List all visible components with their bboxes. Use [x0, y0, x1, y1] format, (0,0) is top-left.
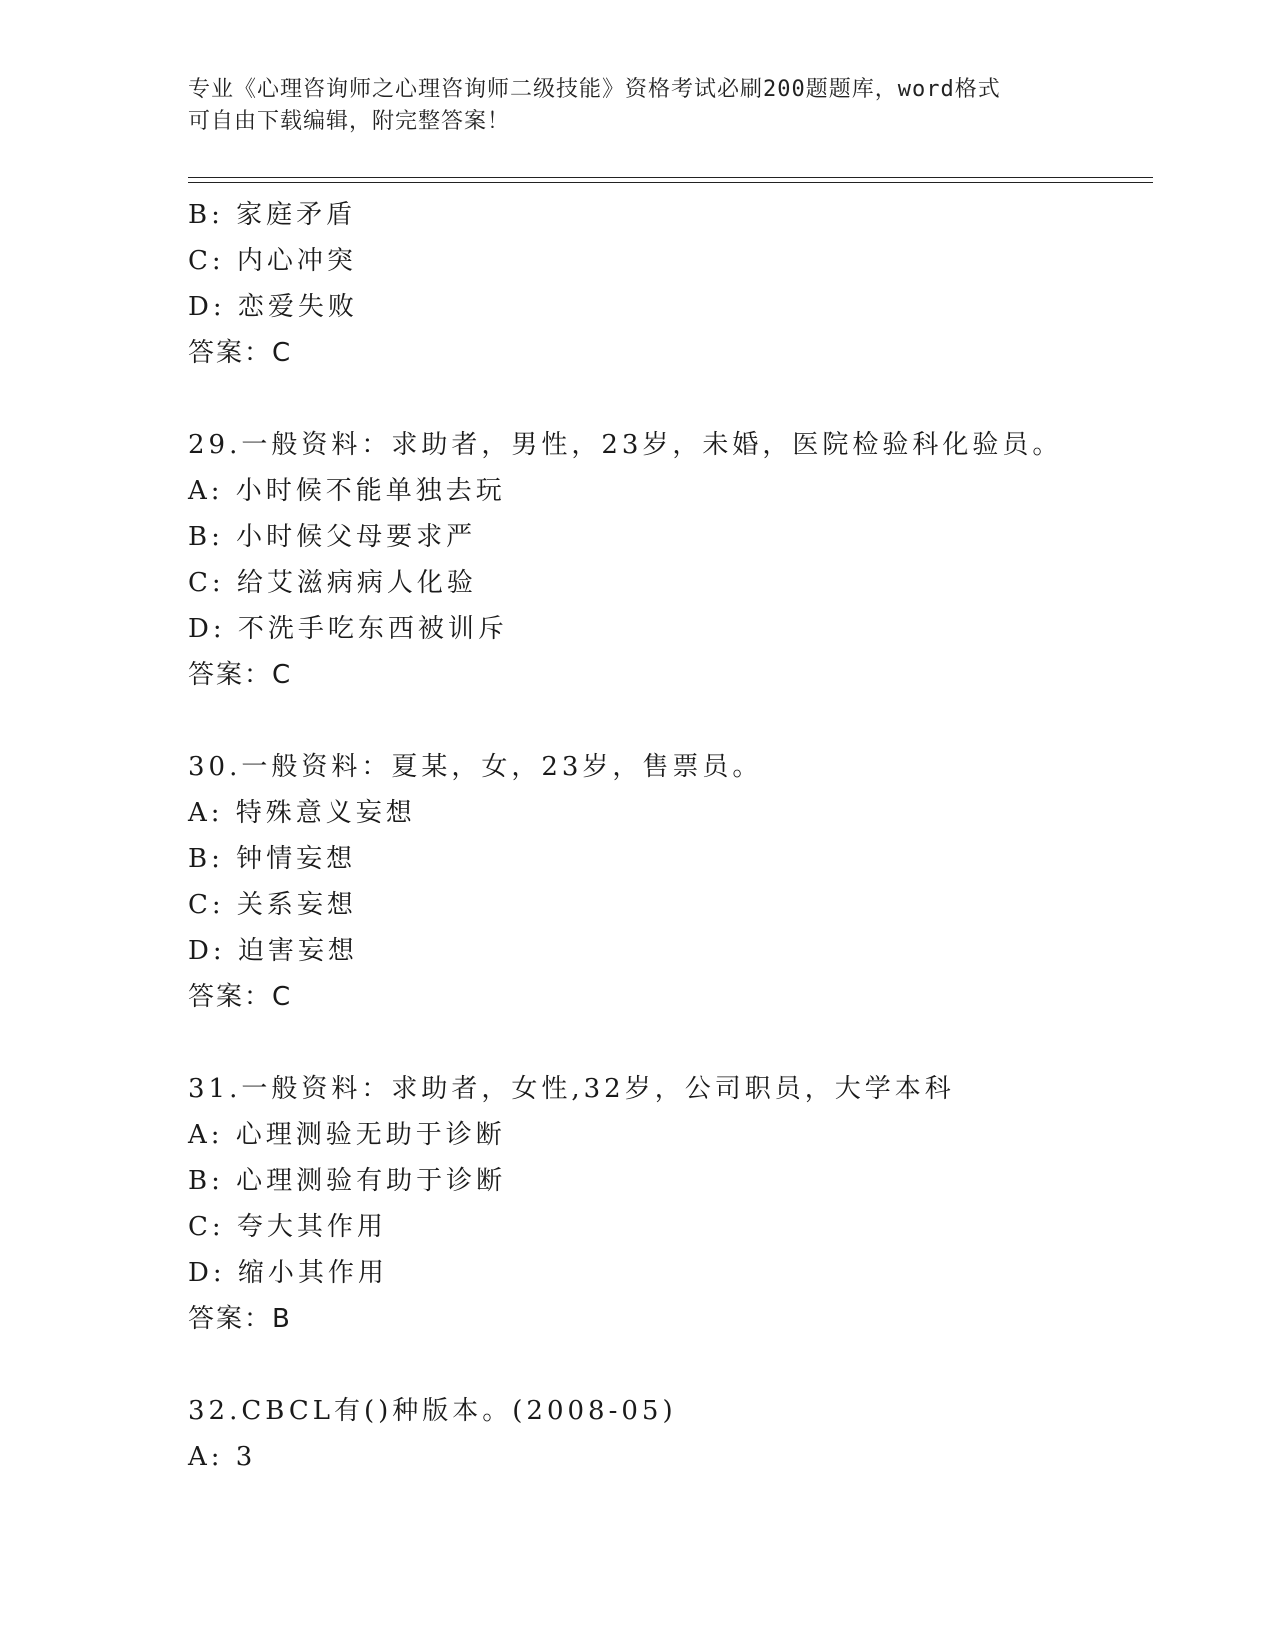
answer: 答案：C [188, 660, 293, 690]
option-c: C: 夸大其作用 [188, 1212, 387, 1242]
question-28-continued [188, 192, 1148, 376]
option-b: B: 钟情妄想 [188, 844, 357, 874]
option-d: D: 迫害妄想 [188, 936, 358, 966]
spacer [188, 376, 1148, 422]
header-divider-bottom [188, 182, 1153, 183]
question-stem: 32.CBCL有()种版本。(2008-05) [188, 1396, 677, 1426]
option-a: A: 小时候不能单独去玩 [188, 476, 506, 506]
question-32 [188, 1388, 1148, 1480]
spacer [188, 1020, 1148, 1066]
question-stem: 30.一般资料：夏某，女，23岁，售票员。 [188, 752, 763, 782]
option-c: C: 关系妄想 [188, 890, 357, 920]
header-line-1: 专业《心理咨询师之心理咨询师二级技能》资格考试必刷200题题库，word格式 [188, 77, 1001, 102]
question-list [188, 192, 1148, 1480]
option-b: B: 小时候父母要求严 [188, 522, 477, 552]
answer: 答案：B [188, 1304, 292, 1334]
option-b: B: 家庭矛盾 [188, 200, 357, 230]
option-a: A: 心理测验无助于诊断 [188, 1120, 506, 1150]
option-c: C: 内心冲突 [188, 246, 357, 276]
question-stem: 31.一般资料：求助者，女性,32岁，公司职员，大学本科 [188, 1074, 955, 1104]
header-divider-top [188, 177, 1153, 178]
spacer [188, 698, 1148, 744]
question-29 [188, 422, 1148, 698]
option-c: C: 给艾滋病病人化验 [188, 568, 477, 598]
document-header [188, 74, 1078, 138]
question-31 [188, 1066, 1148, 1342]
option-d: D: 缩小其作用 [188, 1258, 388, 1288]
header-line-2: 可自由下载编辑，附完整答案！ [188, 109, 511, 134]
answer: 答案：C [188, 338, 293, 368]
option-d: D: 不洗手吃东西被训斥 [188, 614, 508, 644]
question-30 [188, 744, 1148, 1020]
option-a: A: 特殊意义妄想 [188, 798, 416, 828]
question-stem: 29.一般资料：求助者，男性，23岁，未婚，医院检验科化验员。 [188, 430, 1063, 460]
option-a: A: 3 [188, 1442, 257, 1472]
answer: 答案：C [188, 982, 293, 1012]
spacer [188, 1342, 1148, 1388]
option-d: D: 恋爱失败 [188, 292, 358, 322]
option-b: B: 心理测验有助于诊断 [188, 1166, 507, 1196]
